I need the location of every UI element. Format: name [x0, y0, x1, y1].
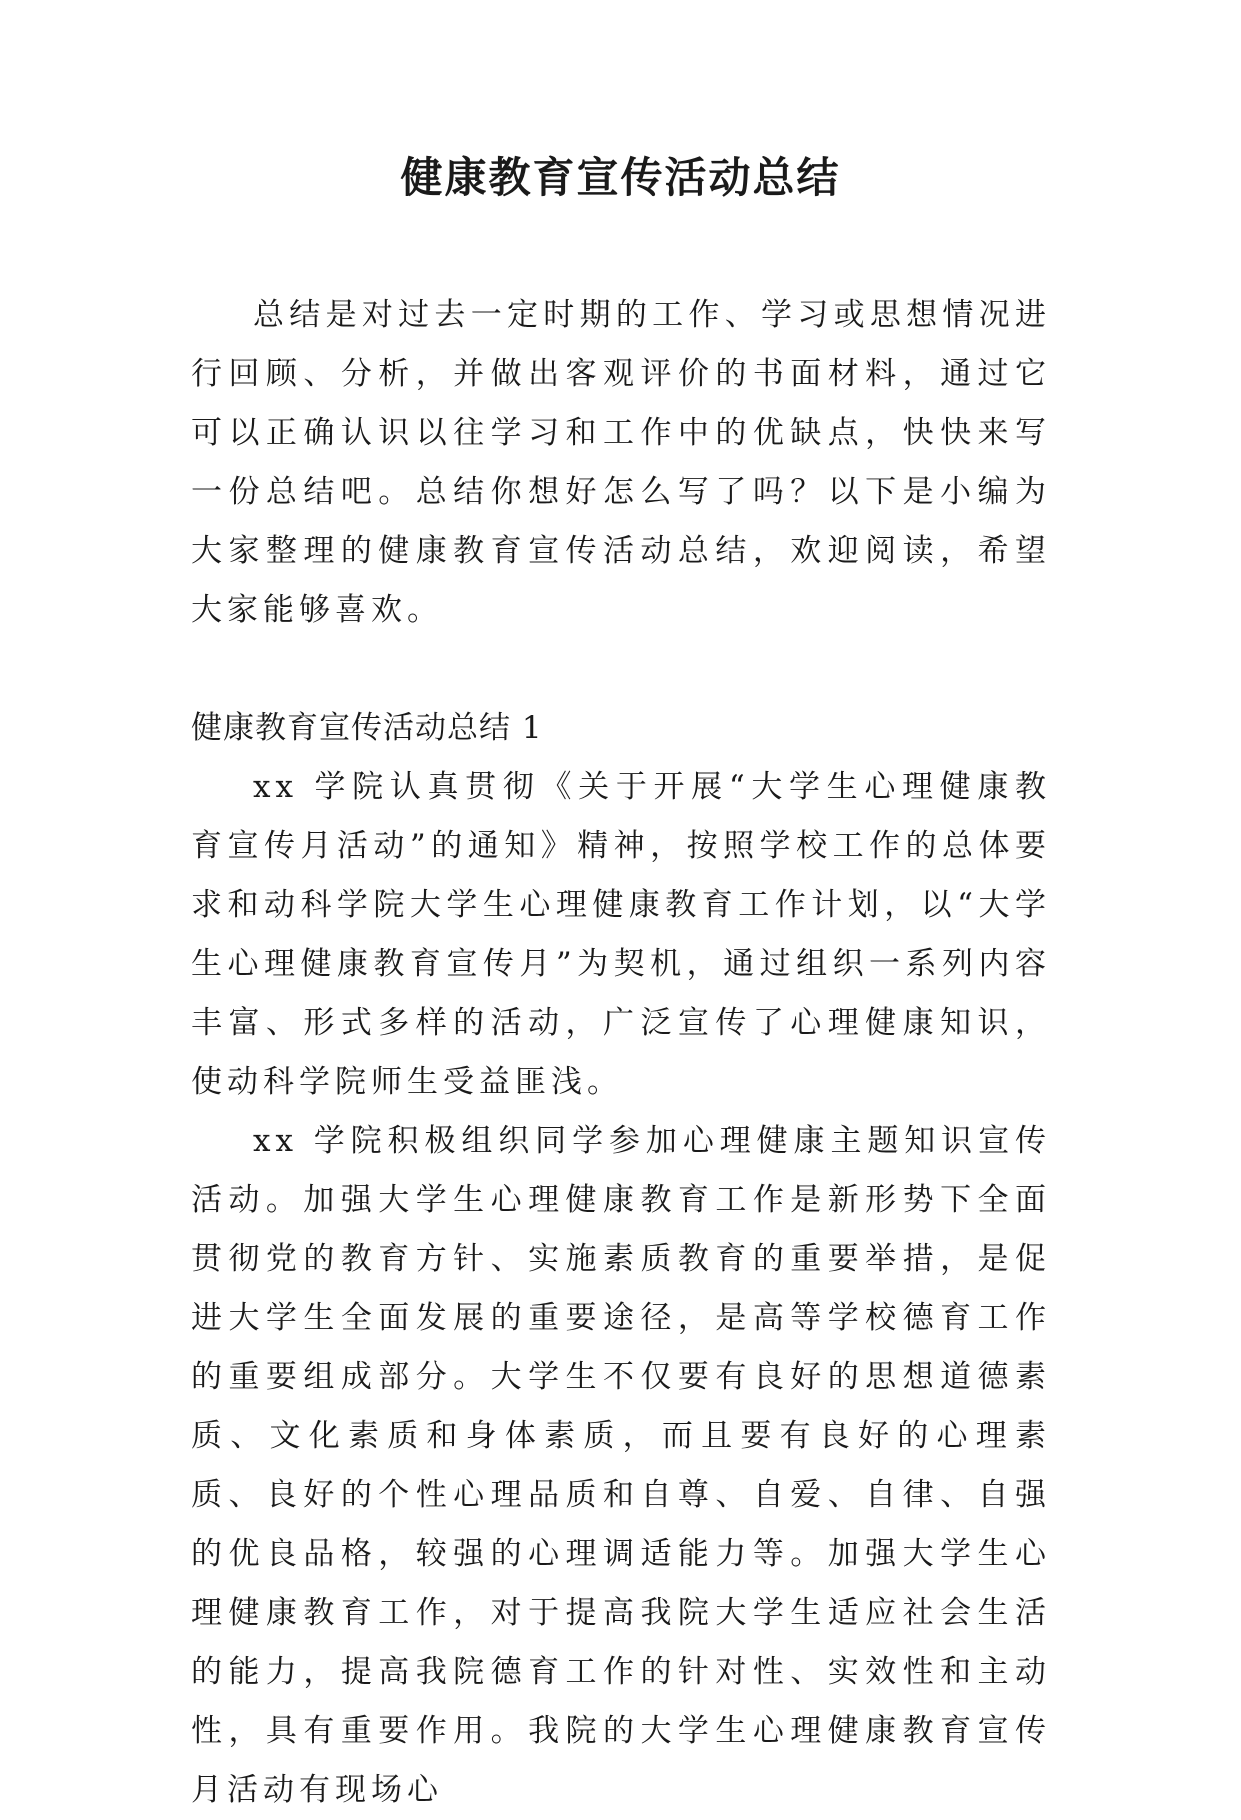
document-body: [191, 286, 1051, 1820]
intro-paragraph: 总结是对过去一定时期的工作、学习或思想情况进行回顾、分析，并做出客观评价的书面材料，通过它可以正确认识以往学习和工作中的优缺点，快快来写一份总结吧。总结你想好怎么写了吗？以下是小编为大家整理的健康教育宣传活动总结，欢迎阅读，希望大家能够喜欢。: [191, 297, 1051, 628]
document-title: 健康教育宣传活动总结: [400, 153, 841, 202]
body-paragraph-2: xx 学院积极组织同学参加心理健康主题知识宣传活动。加强大学生心理健康教育工作是新形势下全面贯彻党的教育方针、实施素质教育的重要举措，是促进大学生全面发展的重要途径，是高等学校德育工作的重要组成部分。大学生不仅要有良好的思想道德素质、文化素质和身体素质，而且要有良好的心理素质、良好的个性心理品质和自尊、自爱、自律、自强的优良品格，较强的心理调适能力等。加强大学生心理健康教育工作，对于提高我院大学生适应社会生活的能力，提高我院德育工作的针对性、实效性和主动性，具有重要作用。我院的大学生心理健康教育宣传月活动有现场心: [191, 1123, 1051, 1808]
section-heading: 健康教育宣传活动总结 1: [191, 710, 543, 746]
body-paragraph-1: xx 学院认真贯彻《关于开展“大学生心理健康教育宣传月活动”的通知》精神，按照学校工作的总体要求和动科学院大学生心理健康教育工作计划，以“大学生心理健康教育宣传月”为契机，通过组织一系列内容丰富、形式多样的活动，广泛宣传了心理健康知识，使动科学院师生受益匪浅。: [191, 769, 1051, 1100]
